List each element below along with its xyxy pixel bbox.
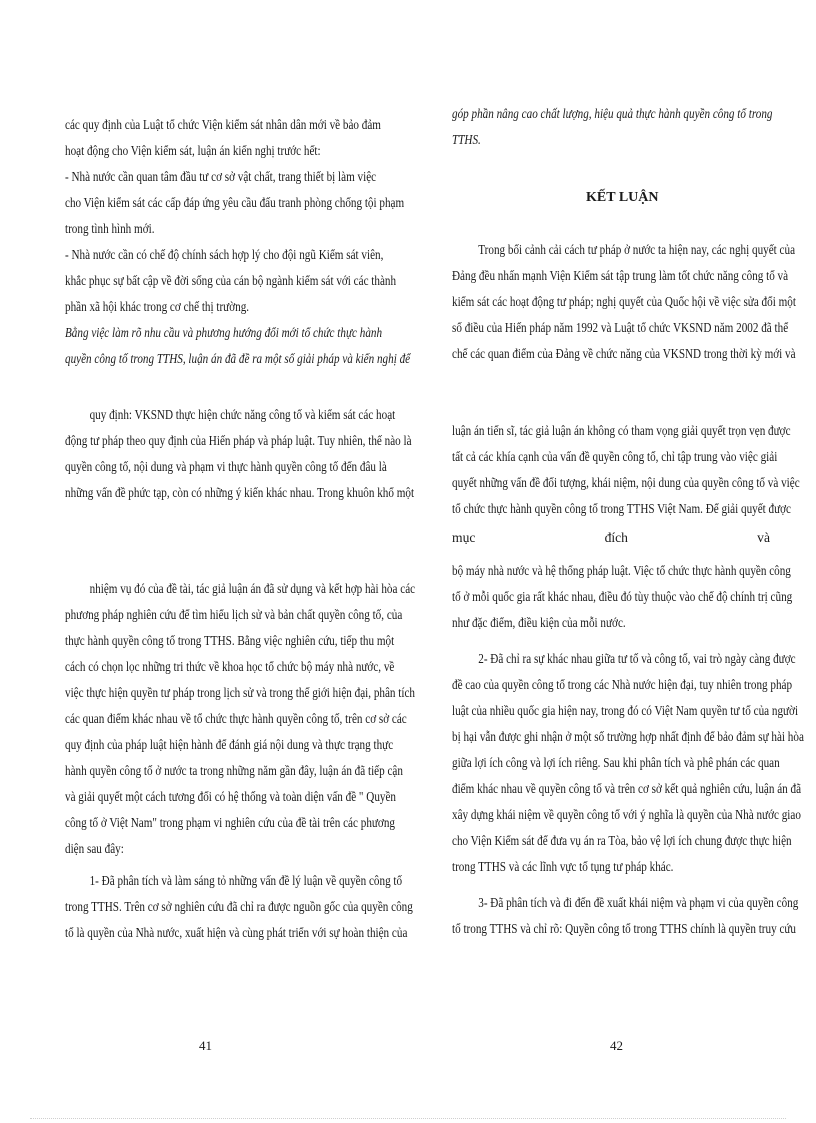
- text-line: quyền công tố, nội dung và phạm vi thực hành quyền công tố đến đâu là: [65, 459, 387, 474]
- text-line: quy định của pháp luật hiện hành để đánh giá nội dung và thực trạng thực: [65, 737, 394, 752]
- text-line: động tư pháp theo quy định của Hiến pháp và pháp luật. Tuy nhiên, thế nào là: [65, 433, 412, 448]
- text-line: điểm khác nhau về quyền công tố và trên cơ sở kết quả nghiên cứu, luận án đã: [452, 781, 802, 796]
- left-block-1: [65, 112, 410, 372]
- text-line: phần xã hội khác trong cơ chế thị trường.: [65, 299, 250, 314]
- text-line: tất cả các khía cạnh của vấn đề quyền công tố, chỉ tập trung vào việc giải: [452, 449, 778, 464]
- italic-line: quyền công tố trong TTHS, luận án đã đề ra một số giải pháp và kiến nghị để: [65, 351, 411, 366]
- text-line: xây dựng khái niệm về quyền công tố với ý nghĩa là quyền của Nhà nước giao: [452, 807, 801, 822]
- text-line: chế các quan điểm của Đảng về chức năng của VKSND trong thời kỳ mới và: [452, 346, 796, 361]
- italic-line: Bằng việc làm rõ nhu cầu và phương hướng đổi mới tổ chức thực hành: [65, 325, 383, 340]
- right-block-2: [452, 418, 800, 522]
- text-line: hoạt động cho Viện kiểm sát, luận án kiến nghị trước hết:: [65, 143, 321, 158]
- text-line: các quy định của Luật tổ chức Viện kiểm sát nhân dân mới về bảo đảm: [65, 117, 381, 132]
- text-line: luật của nhiều quốc gia hiện nay, trong đó có Việt Nam quyền tư tố của người: [452, 703, 799, 718]
- text-line: như đặc điểm, điều kiện của mỗi nước.: [452, 615, 626, 630]
- italic-line: góp phần nâng cao chất lượng, hiệu quả thực hành quyền công tố trong: [452, 106, 773, 121]
- italic-line: TTHS.: [452, 132, 481, 147]
- text-line: cho Viện Kiểm sát để đưa vụ án ra Tòa, bảo vệ lợi ích chung được thực hiện: [452, 833, 792, 848]
- text-line: phương pháp nghiên cứu để tìm hiểu lịch sử và bản chất quyền công tố, của: [65, 607, 403, 622]
- text-line: trong TTHS và các lĩnh vực tố tụng tư pháp khác.: [452, 859, 674, 874]
- text-line: - Nhà nước cần có chế độ chính sách hợp lý cho đội ngũ Kiểm sát viên,: [65, 247, 384, 262]
- text-line: - Nhà nước cần quan tâm đầu tư cơ sở vật chất, trang thiết bị làm việc: [65, 169, 377, 184]
- text-line: và giải quyết một cách tương đối có hệ thống và toàn diện vấn đề " Quyền: [65, 789, 396, 804]
- spread-word: đích: [604, 530, 628, 545]
- text-line: tổ chức thực hành quyền công tố trong TTHS Việt Nam. Để giải quyết được: [452, 501, 792, 516]
- right-block-3: [452, 558, 804, 942]
- text-line: 2- Đã chỉ ra sự khác nhau giữa tư tố và công tố, vai trò ngày càng được: [478, 651, 796, 666]
- text-line: trong TTHS. Trên cơ sở nghiên cứu đã chỉ ra được nguồn gốc của quyền công: [65, 899, 413, 914]
- right-top-italic: [452, 101, 772, 153]
- left-block-3: [65, 576, 415, 946]
- page-number-right: 42: [610, 1038, 623, 1053]
- text-line: bộ máy nhà nước và hệ thống pháp luật. Việc tổ chức thực hành quyền công: [452, 563, 791, 578]
- text-line: Đảng đều nhấn mạnh Viện Kiểm sát tập trung làm tốt chức năng công tố và: [452, 268, 789, 283]
- text-line: công tố ở Việt Nam" trong phạm vi nghiên cứu của đề tài trên các phương: [65, 815, 395, 830]
- text-line: số điều của Hiến pháp năm 1992 và Luật tổ chức VKSND năm 2002 đã thể: [452, 320, 789, 335]
- text-line: nhiệm vụ đó của đề tài, tác giả luận án đã sử dụng và kết hợp hài hòa các: [89, 581, 416, 596]
- right-block-1: [452, 237, 796, 367]
- text-line: 1- Đã phân tích và làm sáng tỏ những vấn đề lý luận về quyền công tố: [89, 873, 403, 888]
- text-line: cách có chọn lọc những tri thức về khoa học tổ chức bộ máy nhà nước, về: [65, 659, 395, 674]
- text-line: việc thực hiện quyền tư pháp trong lịch sử và trong thế giới hiện đại, phân tích: [65, 685, 415, 700]
- text-line: đề cao của quyền công tố trong các Nhà nước hiện đại, tuy nhiên trong pháp: [452, 677, 793, 692]
- text-line: Trong bối cảnh cải cách tư pháp ở nước ta hiện nay, các nghị quyết của: [478, 242, 796, 257]
- text-line: cho Viện kiểm sát các cấp đáp ứng yêu cầu đấu tranh phòng chống tội phạm: [65, 195, 405, 210]
- conclusion-heading: KẾT LUẬN: [586, 190, 659, 205]
- text-line: các quan điểm khác nhau về tổ chức thực hành quyền công tố, trên cơ sở các: [65, 711, 407, 726]
- text-line: những vấn đề phức tạp, còn có những ý kiến khác nhau. Trong khuôn khổ một: [65, 485, 415, 500]
- text-line: trong tình hình mới.: [65, 221, 155, 236]
- text-line: hành quyền công tố ở nước ta trong những năm gần đây, luận án đã tiếp cận: [65, 763, 403, 778]
- left-block-2: [65, 402, 414, 506]
- text-line: quy định: VKSND thực hiện chức năng công tố và kiểm sát các hoạt: [89, 407, 396, 422]
- page-number-left: 41: [199, 1038, 212, 1053]
- spread-word: mục: [452, 530, 476, 545]
- bottom-dotted-rule: [30, 1118, 786, 1119]
- text-line: bị hại vẫn được ghi nhận ở một số trường hợp nhất định để bảo đảm sự hài hòa: [452, 729, 804, 744]
- text-line: quyết những vấn đề đối tượng, khái niệm, nội dung của quyền công tố và việc: [452, 475, 800, 490]
- spread-word: và: [757, 530, 770, 545]
- text-line: khắc phục sự bất cập về đời sống của cán bộ ngành kiểm sát với các thành: [65, 273, 397, 288]
- text-line: kiểm sát các hoạt động tư pháp; nghị quyết của Quốc hội về việc sửa đổi một: [452, 294, 796, 309]
- text-line: tố ở mỗi quốc gia rất khác nhau, điều đó tùy thuộc vào chế độ chính trị cũng: [452, 589, 793, 604]
- text-line: tố trong TTHS và chỉ rõ: Quyền công tố trong TTHS chính là quyền truy cứu: [452, 921, 797, 936]
- spread-line: [452, 530, 770, 546]
- text-line: thực hành quyền công tố trong TTHS. Bằng việc nghiên cứu, tiếp thu một: [65, 633, 395, 648]
- text-line: luận án tiến sĩ, tác giả luận án không có tham vọng giải quyết trọn vẹn được: [452, 423, 791, 438]
- text-line: diện sau đây:: [65, 841, 124, 856]
- text-line: tố là quyền của Nhà nước, xuất hiện và cùng phát triển với sự hoàn thiện của: [65, 925, 408, 940]
- text-line: 3- Đã phân tích và đi đến đề xuất khái niệm và phạm vi của quyền công: [478, 895, 799, 910]
- text-line: giữa lợi ích công và lợi ích riêng. Sau khi phân tích và phê phán các quan: [452, 755, 780, 770]
